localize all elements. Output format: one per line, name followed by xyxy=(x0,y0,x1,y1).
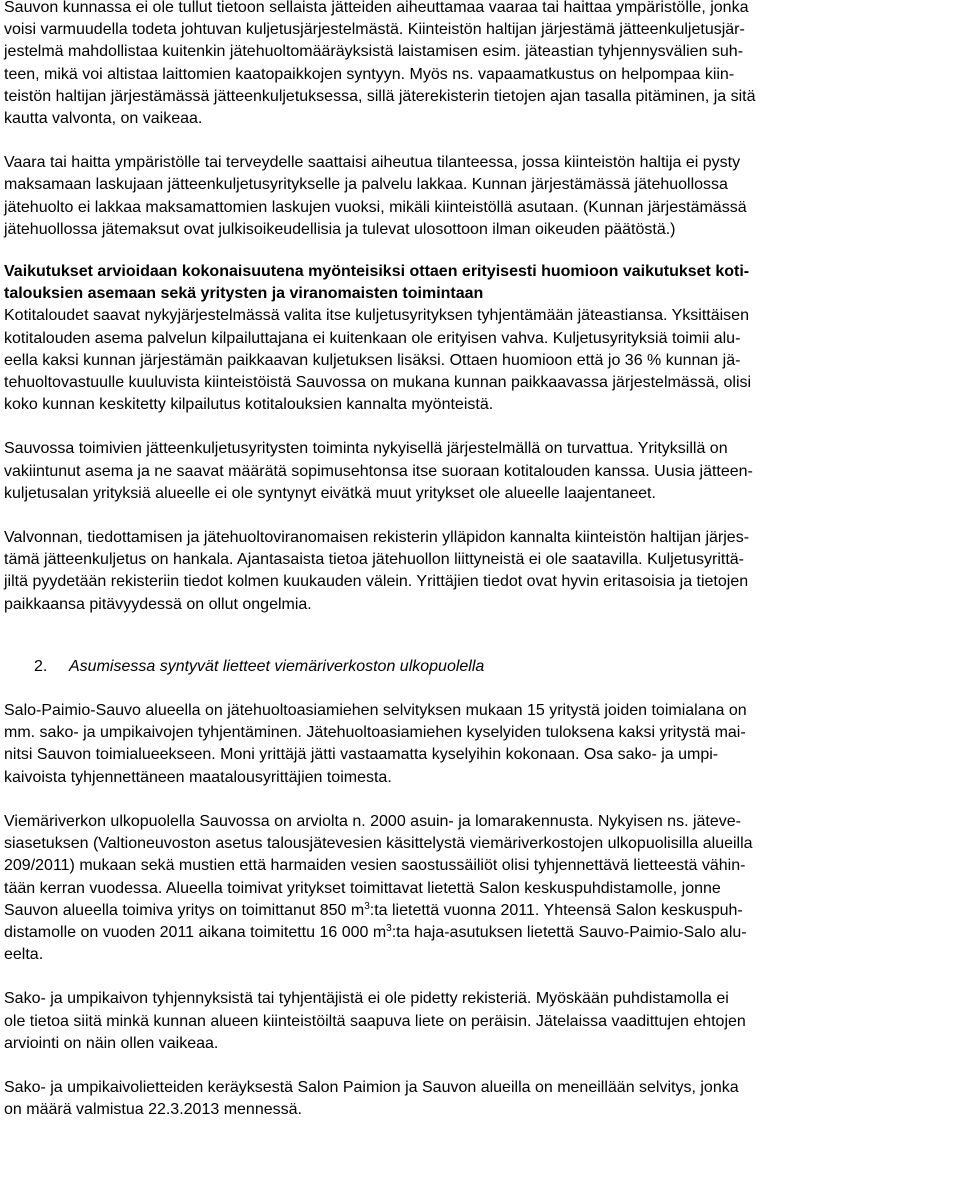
paragraph-households: Kotitaloudet saavat nykyjärjestelmässä valita itse kuljetusyrityksen tyhjentämään jäteastiansa. Yksittäisen kotitalouden asema palvelun kilpailuttajana ei kuitenkaan ole erityisen vahva. Kuljetusyrityksiä toimii alu- eella kaksi kunnan järjestämän paikkaavan kuljetuksen lisäksi. Ottaen huomioon että jo 36 % kunnan jä- tehuoltovastuulle kuuluvista kiinteistöistä Sauvossa on mukana kunnan paikkaavassa järjestelmässä, olisi koko kunnan keskitetty kilpailutus kotitalouksien kannalta myönteistä. xyxy=(4,307,752,414)
superscript-3: 3 xyxy=(364,900,370,912)
sludge-text-a: Viemäriverkon ulkopuolella Sauvossa on arviolta n. 2000 asuin- ja lomarakennusta. Nykyisen ns. jäteve- siasetuksen (Valtioneuvoston asetus talousjätevesien käsittelystä viemäriverkostojen ulkopuolisilla alueilla 209/2011) mukaan sekä mustien että harmaiden vesien saostussäiliöt olisi tyhjennettävä lietteestä vähin- tään kerran vuodessa. Alueella toimivat yritykset toimittavat lietettä Salon keskuspuhdistamolle, jonne Sauvon alueella toimiva yritys on toimittanut 850 m xyxy=(4,812,753,919)
paragraph-sludge-companies: Salo-Paimio-Sauvo alueella on jätehuoltoasiamiehen selvityksen mukaan 15 yritystä joiden toimialana on mm. sako- ja umpikaivojen tyhjentäminen. Jätehuoltoasiamiehen kyselyiden tuloksena kaksi yritystä mai- nitsi Sauvon toimialueekseen. Moni yrittäjä jätti vastaamatta kyselyihin kokonaan. Osa sako- ja umpi- kaivoista tyhjennettäneen maatalousyrittäjien toimesta. xyxy=(4,702,747,786)
section-title-text: Asumisessa syntyvät lietteet viemäriverkoston ulkopuolella xyxy=(69,657,485,675)
document-page xyxy=(4,0,952,1121)
paragraph-waste-hazard: Sauvon kunnassa ei ole tullut tietoon sellaista jätteiden aiheuttamaa vaaraa tai haittaa ympäristölle, jonka voisi varmuudella todeta johtuvan kuljetusjärjestelmästä. Kiinteistön haltijan järjestämä jätteenkuljetusjär- jestelmä mahdollistaa kuitenkin jätehuoltomääräyksistä laistamisen esim. jäteastian tyhjennysvälien suh- teen, mikä voi altistaa laittomien kaatopaikkojen syntyyn. Myös ns. vapaamatkustus on helpompaa kiin- teistön haltijan järjestämässä jätteenkuljetuksessa, sillä jäterekisterin tietojen ajan tasalla pitäminen, ja sitä kautta valvonta, on vaikeaa. xyxy=(4,0,756,128)
section-number: 2. xyxy=(34,657,48,675)
section-title xyxy=(4,656,952,678)
paragraph-sludge-volumes xyxy=(4,811,952,966)
paragraph-companies: Sauvossa toimivien jätteenkuljetusyritysten toiminta nykyisellä järjestelmällä on turvattua. Yrityksillä on vakiintunut asema ja ne saavat määrätä sopimusehtonsa itse suoraan kotitalouden kanssa. Uusia jätteen- kuljetusalan yrityksiä alueelle ei ole syntynyt eivätkä muut yritykset ole alueelle laajentaneet. xyxy=(4,440,753,502)
paragraph-supervision: Valvonnan, tiedottamisen ja jätehuoltoviranomaisen rekisterin ylläpidon kannalta kiinteistön haltijan järjes- tämä jätteenkuljetus on hankala. Ajantasaista tietoa jätehuollon liittyneistä ei ole saatavilla. Kuljetusyrittä- jiltä pyydetään rekisteriin tiedot kolmen kuukauden välein. Yrittäjien tiedot ovat hyvin eritasoisia ja tietojen paikkaansa pitävyydessä on ollut ongelmia. xyxy=(4,529,750,613)
paragraph-payment-risk: Vaara tai haitta ympäristölle tai terveydelle saattaisi aiheutua tilanteessa, jossa kiinteistön haltija ei pysty maksamaan laskujaan jätteenkuljetusyritykselle ja palvelu lakkaa. Kunnan järjestämässä jätehuollossa jätehuolto ei lakkaa maksamattomien laskujen vuoksi, mikäli kiinteistöllä asutaan. (Kunnan järjestämässä jätehuollossa jätemaksut ovat julkisoikeudellisia ja tulevat ulosottoon ilman oikeuden päätöstä.) xyxy=(4,154,747,238)
paragraph-registry: Sako- ja umpikaivon tyhjennyksistä tai tyhjentäjistä ei ole pidetty rekisteriä. Myöskään puhdistamolla ei ole tietoa siitä minkä kunnan alueen kiinteistöiltä saapuva liete on peräisin. Jätelaissa vaadittujen ehtojen arviointi on näin ollen vaikeaa. xyxy=(4,990,746,1052)
sludge-text-b: :ta lietettä vuonna 2011. Yhteensä Salon keskuspuh- distamolle on vuoden 2011 aikana toimitettu 16 000 m xyxy=(4,901,743,941)
sludge-text-c: :ta haja-asutuksen lietettä Sauvo-Paimio-Salo alu- eelta. xyxy=(4,923,747,964)
superscript-3: 3 xyxy=(386,922,392,934)
assessment-heading: Vaikutukset arvioidaan kokonaisuutena myönteisiksi ottaen erityisesti huomioon vaikutukset koti- talouksien asemaan sekä yritysten ja viranomaisten toimintaan xyxy=(4,263,750,303)
paragraph-survey: Sako- ja umpikaivolietteiden keräyksestä Salon Paimion ja Sauvon alueilla on meneillään selvitys, jonka on määrä valmistua 22.3.2013 mennessä. xyxy=(4,1078,739,1119)
